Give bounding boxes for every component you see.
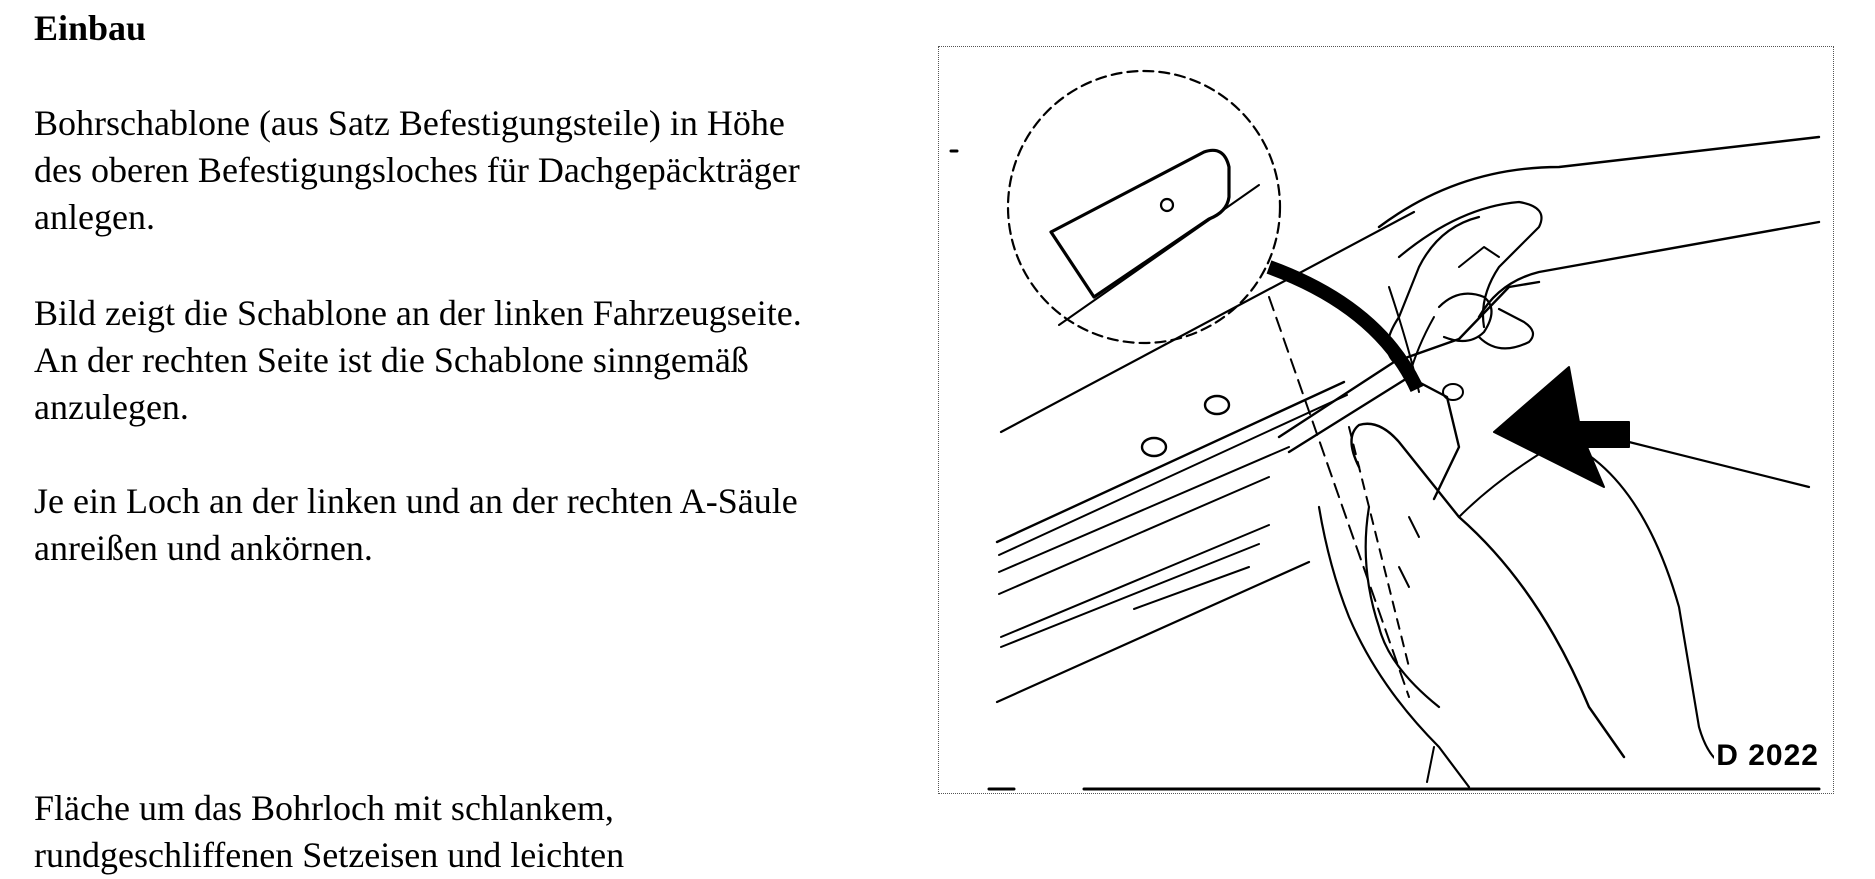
paragraph-marking-holes xyxy=(34,478,914,572)
paragraph-surface-preparation xyxy=(34,785,914,879)
paragraph-line: anlegen. xyxy=(34,197,155,237)
paragraph-line: An der rechten Seite ist die Schablone sinngemäß xyxy=(34,340,749,380)
paragraph-line: anzulegen. xyxy=(34,387,189,427)
paragraph-template-placement xyxy=(34,100,914,241)
paragraph-figure-note xyxy=(34,290,914,431)
paragraph-line: rundgeschliffenen Setzeisen und leichten xyxy=(34,835,625,875)
paragraph-line: Bohrschablone (aus Satz Befestigungsteile) in Höhe xyxy=(34,103,785,143)
paragraph-line: Je ein Loch an der linken und an der rechten A-Säule xyxy=(34,481,798,521)
detail-magnifier xyxy=(1008,71,1280,343)
roof-rail xyxy=(997,212,1414,702)
figure-code-label: D 2022 xyxy=(1716,739,1819,772)
paragraph-line: Bild zeigt die Schablone an der linken Fahrzeugseite. xyxy=(34,293,802,333)
paragraph-line: des oberen Befestigungsloches für Dachgepäckträger xyxy=(34,150,800,190)
installation-illustration xyxy=(939,47,1835,795)
paragraph-line: anreißen und ankörnen. xyxy=(34,528,373,568)
paragraph-line: Fläche um das Bohrloch mit schlankem, xyxy=(34,788,614,828)
lower-hand xyxy=(1319,424,1729,787)
installation-figure xyxy=(938,46,1834,794)
pointer-arrow xyxy=(1494,367,1809,487)
section-heading: Einbau xyxy=(34,8,147,48)
upper-hand xyxy=(1379,137,1819,392)
